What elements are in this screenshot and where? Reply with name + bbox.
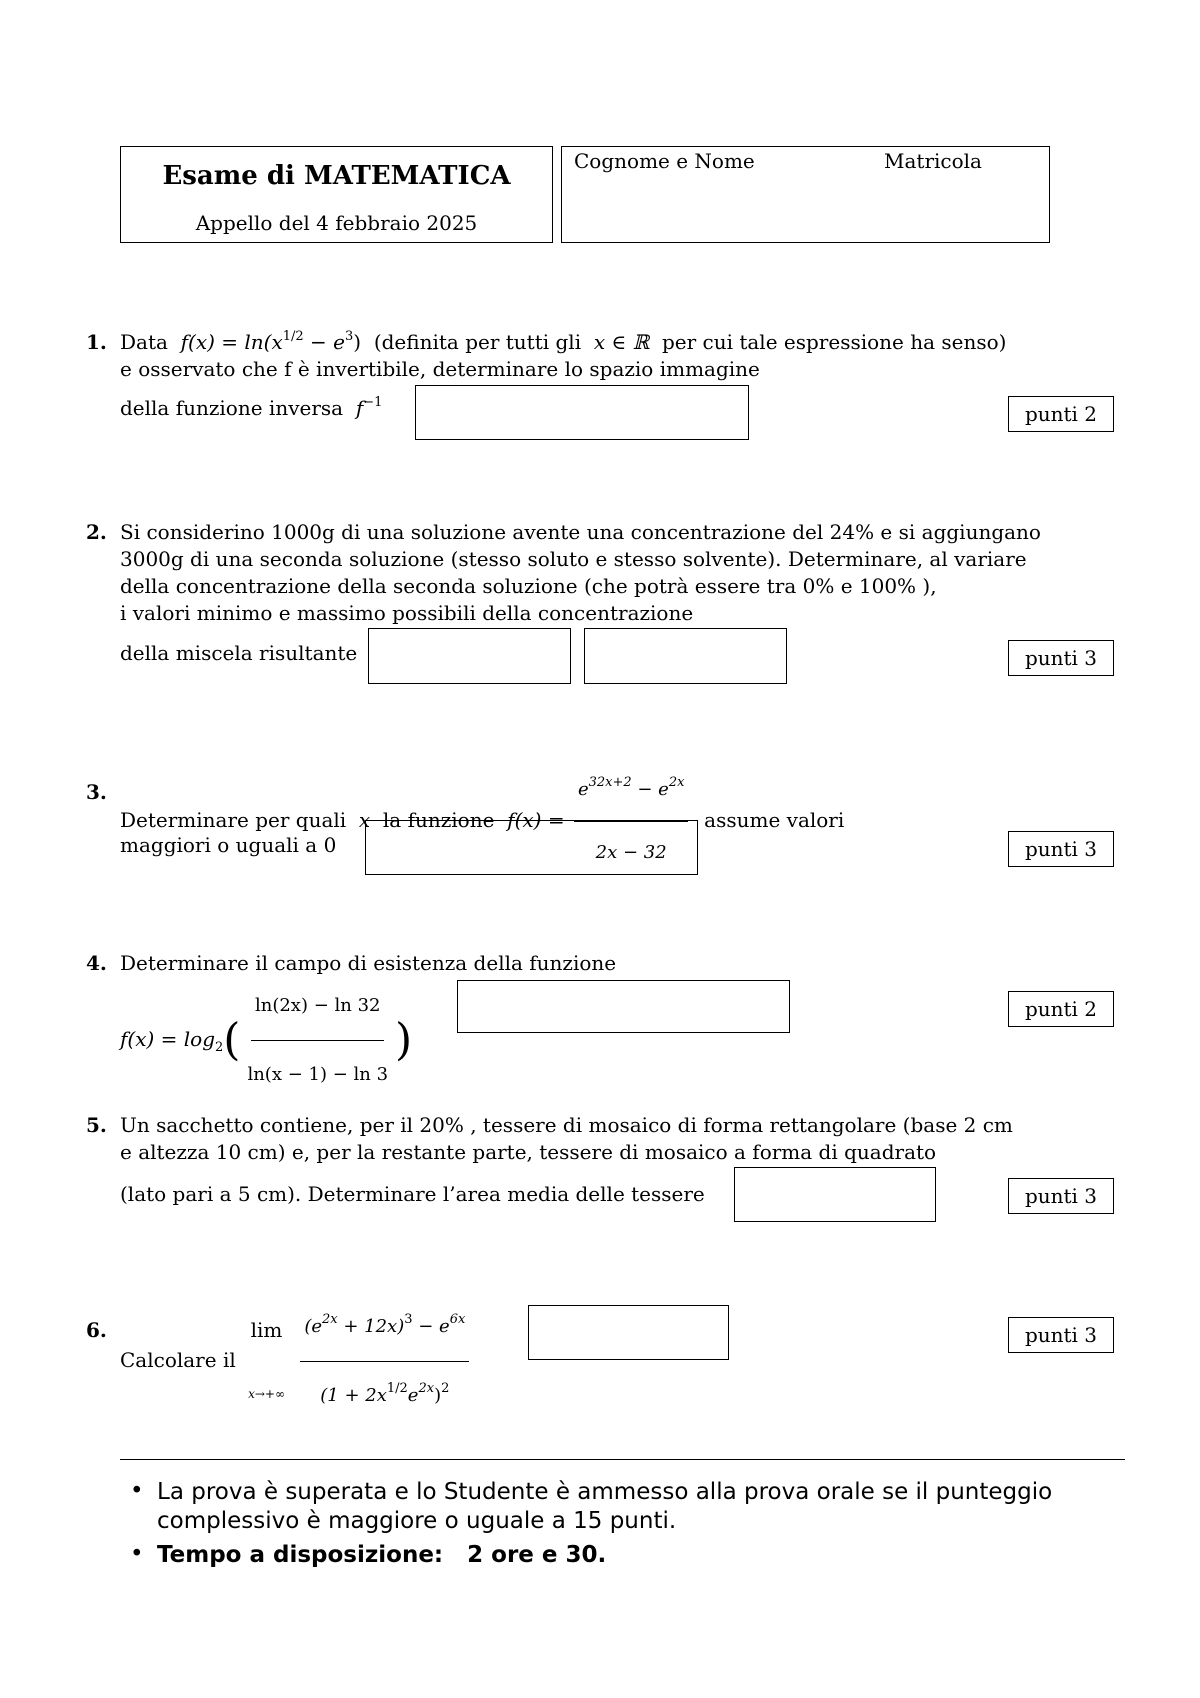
points-badge: punti 2 [1008,396,1114,432]
footer-divider [120,1459,1125,1460]
question-text: della concentrazione della seconda soluzione (che potrà essere tra 0% e 100% ), [120,574,937,598]
question-text: 3000g di una seconda soluzione (stesso soluto e stesso solvente). Determinare, al variare [120,547,1027,571]
question-number: 4. [86,951,107,975]
question-number: 5. [86,1113,107,1137]
fraction: $\frac{(e^{2x} + 12x)^3 - e^{6x}}{(1 + 2x^{1/2}e^{2x})^2}$ [300,1295,469,1428]
question-text: Determinare per quali x la funzione f(x) = $\frac{e^{32x+2} - e^{2x}}{2x - 32}$ assume valori [120,761,844,882]
student-info-box [561,146,1050,243]
question-text: $f(x) = \log_2$( $\frac{\ln(2x) - \ln 32}{\ln(x - 1) - \ln 3}$ ) [120,974,412,1107]
name-label: Cognome e Nome [574,149,755,173]
question-number: 1. [86,330,107,354]
points-badge: punti 3 [1008,831,1114,867]
question-text: Si considerino 1000g di una soluzione avente una concentrazione del 24% e si aggiungano [120,520,1041,544]
question-number: 3. [86,780,107,804]
question-text: Data $f(x) = \ln(x^{1/2} - e^3)$ (definita per tutti gli x ∈ ℝ per cui tale espressione ha senso) [120,329,1007,354]
answer-box-max[interactable] [584,628,787,684]
question-text: Determinare il campo di esistenza della funzione [120,951,617,975]
points-badge: punti 3 [1008,1178,1114,1214]
answer-box[interactable] [415,385,749,440]
answer-box[interactable] [457,980,790,1033]
points-badge: punti 3 [1008,640,1114,676]
bullet-icon: • [130,1478,144,1504]
answer-box[interactable] [528,1305,729,1360]
fraction: $\frac{\ln(2x) - \ln 32}{\ln(x - 1) - \ln 3}$ [243,974,392,1107]
id-label: Matricola [884,149,982,173]
answer-box[interactable] [365,820,698,875]
question-text: e altezza 10 cm) e, per la restante parte, tessere di mosaico a forma di quadrato [120,1140,937,1164]
question-number: 2. [86,520,107,544]
limit-operator: lim x→+∞ [248,1317,285,1401]
question-text: Calcolare il lim x→+∞ $\frac{(e^{2x} + 12x)^3 - e^{6x}}{(1 + 2x^{1/2}e^{2x})^2}$ [120,1295,472,1428]
title-box [120,146,553,243]
answer-box-min[interactable] [368,628,571,684]
question-number: 6. [86,1318,107,1342]
time-limit: Tempo a disposizione: 2 ore e 30. [157,1542,607,1568]
question-text: della miscela risultante [120,641,358,665]
question-text: e osservato che f è invertibile, determinare lo spazio immagine [120,357,760,381]
question-text: i valori minimo e massimo possibili della concentrazione [120,601,694,625]
rules-text: La prova è superata e lo Studente è ammesso alla prova orale se il punteggio complessivo è maggiore o uguale a 15 punti. [157,1479,1053,1534]
question-text: della funzione inversa $f^{-1}$ [120,395,383,420]
answer-box[interactable] [734,1167,936,1222]
question-text: (lato pari a 5 cm). Determinare l’area media delle tessere [120,1182,705,1206]
points-badge: punti 2 [1008,991,1114,1027]
question-text: maggiori o uguali a 0 [120,833,337,857]
exam-title: Esame di MATEMATICA [162,161,511,191]
exam-date: Appello del 4 febbraio 2025 [195,211,478,235]
fraction: $\frac{e^{32x+2} - e^{2x}}{2x - 32}$ [574,761,689,882]
bullet-icon: • [130,1541,144,1567]
question-text: Un sacchetto contiene, per il 20% , tessere di mosaico di forma rettangolare (base 2 cm [120,1113,1013,1137]
points-badge: punti 3 [1008,1317,1114,1353]
